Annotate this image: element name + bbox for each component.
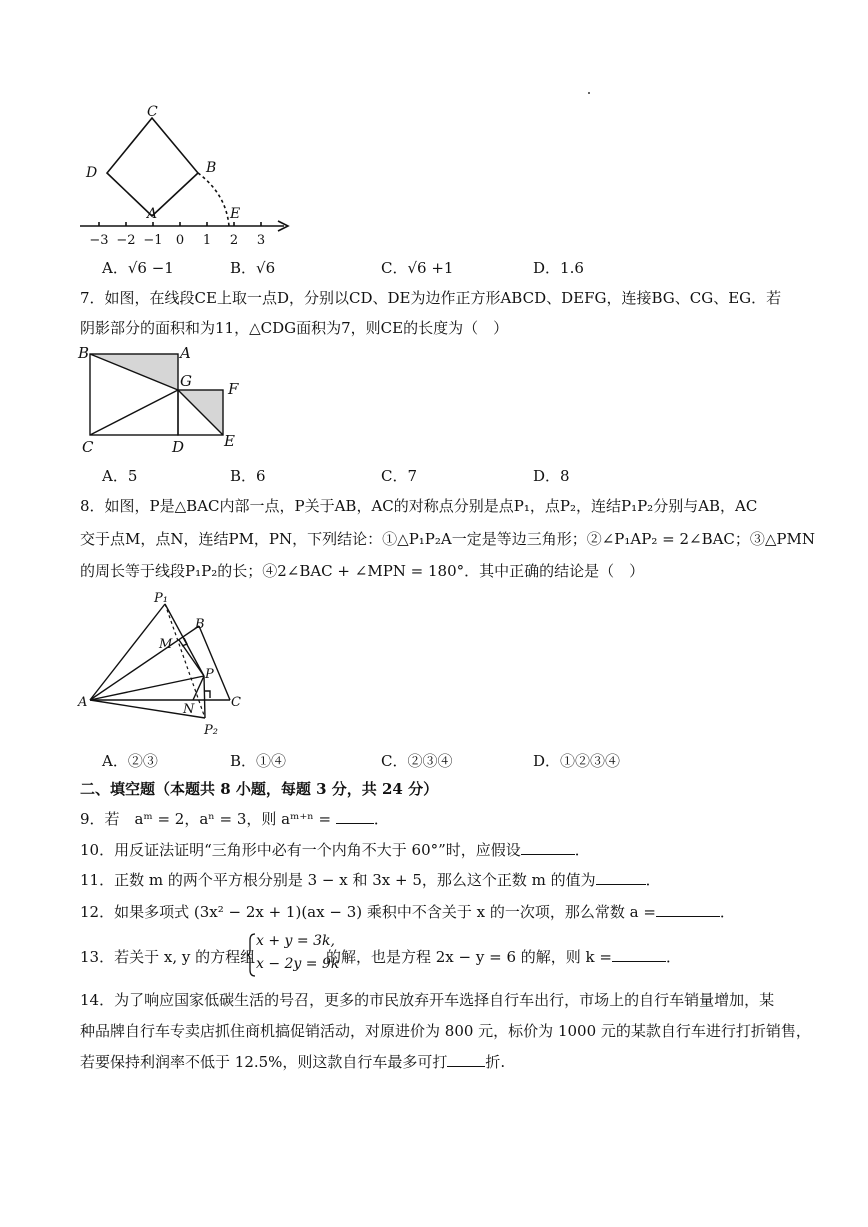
q7-option-b: B．6: [230, 467, 266, 485]
q6-figure: [78, 96, 298, 256]
q6-point-d: D: [86, 165, 98, 181]
q6-tick-label: 1: [202, 233, 212, 248]
q8-point-c: C: [231, 695, 241, 710]
q6-option-d: D．1.6: [533, 259, 584, 277]
q7-text-line1: 7．如图，在线段CE上取一点D，分别以CD、DE为边作正方形ABCD、DEFG，连接BG、CG、EG．若: [80, 289, 782, 307]
q8-figure: [76, 588, 256, 738]
q6-option-c: C．√6 +1: [381, 259, 454, 277]
q8-text-line3: 的周长等于线段P₁P₂的长；④2∠BAC + ∠MPN = 180°．其中正确的结论是（ ）: [80, 562, 645, 580]
q6-tick-label: 2: [229, 233, 239, 248]
q7-point-b: B: [78, 344, 90, 362]
q7-point-d: D: [172, 438, 185, 456]
q13-brace: [246, 932, 256, 978]
q8-point-a: A: [78, 695, 88, 710]
q13-answer-blank: [612, 947, 666, 962]
q6-option-b: B．√6: [230, 259, 276, 277]
q9-answer-blank: [336, 809, 374, 824]
q8-option-d: D．①②③④: [533, 752, 621, 770]
q8-text-line1: 8．如图，P是△BAC内部一点，P关于AB，AC的对称点分别是点P₁，点P₂，连结P₁P₂分别与AB，AC: [80, 497, 758, 515]
q7-option-d: D．8: [533, 467, 570, 485]
q8-point-p1: P₁: [154, 591, 168, 606]
q6-tick-label: 0: [175, 233, 185, 248]
q6-tick-label: −2: [116, 233, 136, 248]
q8-point-b: B: [195, 617, 205, 632]
q14-text-line2: 种品牌自行车专卖店抓住商机搞促销活动，对原进价为 800 元，标价为 1000 元的某款自行车进行打折销售，: [80, 1022, 811, 1040]
q8-point-p2: P₂: [204, 723, 218, 738]
q6-tick-label: −1: [143, 233, 163, 248]
q13-suffix: 的解，也是方程 2x − y = 6 的解，则 k = ．: [326, 948, 681, 966]
q8-point-m: M: [159, 637, 173, 652]
q13-equation-2: x − 2y = 9k: [256, 956, 340, 972]
q7-option-a: A．5: [102, 467, 138, 485]
q8-text-line2: 交于点M，点N，连结PM，PN，下列结论：①△P₁P₂A一定是等边三角形；②∠P₁AP₂ = 2∠BAC；③△PMN: [80, 530, 816, 548]
q8-point-n: N: [183, 702, 195, 717]
q13-prefix: 13．若关于 x, y 的方程组: [80, 948, 256, 966]
q6-point-a: A: [147, 206, 158, 222]
q8-option-c: C．②③④: [381, 752, 453, 770]
q7-option-c: C．7: [381, 467, 418, 485]
q7-point-g: G: [180, 372, 192, 390]
q11-answer-blank: [596, 870, 646, 885]
q6-tick-label: −3: [89, 233, 109, 248]
q6-square-abcd: [107, 118, 198, 216]
section-2-title: 二、填空题（本题共 8 小题，每题 3 分，共 24 分）: [80, 780, 439, 798]
q6-option-a: A．√6 −1: [102, 259, 174, 277]
q13-equation-1: x + y = 3k,: [256, 933, 335, 949]
q6-point-e: E: [230, 206, 241, 222]
q14-text-line3: 若要保持利润率不低于 12.5%，则这款自行车最多可打 折.: [80, 1053, 506, 1071]
q7-point-f: F: [228, 380, 239, 398]
q6-tick-label: 3: [256, 233, 266, 248]
q12: 12．如果多项式 (3x² − 2x + 1)(ax − 3) 乘积中不含关于 x 的一次项，那么常数 a = ．: [80, 903, 735, 921]
q10-answer-blank: [521, 840, 575, 855]
q6-arc: [198, 173, 229, 226]
q7-figure: [76, 340, 266, 460]
q9: 9．若 aᵐ = 2，aⁿ = 3，则 aᵐ⁺ⁿ = ．: [80, 810, 389, 828]
scan-speck: [588, 92, 590, 94]
q8-point-p: P: [205, 667, 214, 682]
q10: 10．用反证法证明“三角形中必有一个内角不大于 60°”时，应假设 ．: [80, 841, 590, 859]
q7-point-a: A: [180, 344, 191, 362]
q8-option-b: B．①④: [230, 752, 287, 770]
q6-point-c: C: [147, 104, 158, 120]
q7-text-line2: 阴影部分的面积和为11，△CDG面积为7，则CE的长度为（ ）: [80, 319, 509, 337]
q11: 11．正数 m 的两个平方根分别是 3 − x 和 3x + 5，那么这个正数 m 的值为 ．: [80, 871, 661, 889]
q7-point-c: C: [82, 438, 94, 456]
q8-option-a: A．②③: [102, 752, 158, 770]
q12-answer-blank: [656, 902, 720, 917]
q14-answer-blank: [447, 1052, 485, 1067]
q6-point-b: B: [206, 160, 217, 176]
q7-point-e: E: [224, 432, 235, 450]
q14-text-line1: 14．为了响应国家低碳生活的号召，更多的市民放弃开车选择自行车出行，市场上的自行车销量增加，某: [80, 991, 775, 1009]
